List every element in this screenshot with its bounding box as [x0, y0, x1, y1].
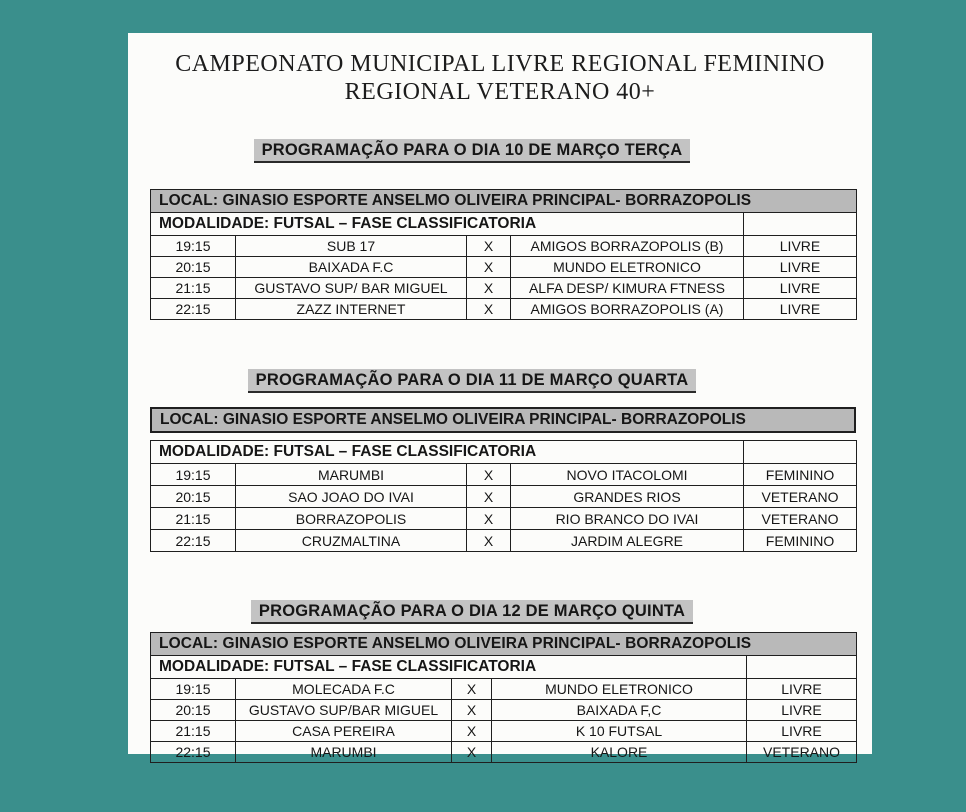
match-time: 21:15 — [151, 721, 236, 742]
empty-cell — [744, 213, 857, 236]
category: VETERANO — [744, 486, 857, 508]
section-day-10 — [128, 139, 872, 320]
match-row — [151, 236, 857, 257]
match-row — [151, 721, 857, 742]
match-time: 19:15 — [151, 679, 236, 700]
local-header: LOCAL: GINASIO ESPORTE ANSELMO OLIVEIRA PRINCIPAL- BORRAZOPOLIS — [150, 407, 856, 433]
section-day-12 — [128, 600, 872, 763]
match-row — [151, 700, 857, 721]
match-row — [151, 464, 857, 486]
team2: BAIXADA F,C — [492, 700, 747, 721]
team1: CRUZMALTINA — [236, 530, 467, 552]
match-time: 22:15 — [151, 299, 236, 320]
team2: NOVO ITACOLOMI — [511, 464, 744, 486]
modalidade-header: MODALIDADE: FUTSAL – FASE CLASSIFICATORIA — [151, 213, 744, 236]
category: LIVRE — [744, 257, 857, 278]
modalidade-header: MODALIDADE: FUTSAL – FASE CLASSIFICATORIA — [151, 656, 747, 679]
versus-mark: X — [467, 508, 511, 530]
versus-mark: X — [452, 742, 492, 763]
team1: SAO JOAO DO IVAI — [236, 486, 467, 508]
empty-cell — [747, 656, 857, 679]
match-row — [151, 278, 857, 299]
category: LIVRE — [747, 721, 857, 742]
team2: MUNDO ELETRONICO — [511, 257, 744, 278]
team1: CASA PEREIRA — [236, 721, 452, 742]
versus-mark: X — [467, 278, 511, 299]
local-header-row — [151, 633, 857, 656]
section-heading: PROGRAMAÇÃO PARA O DIA 11 DE MARÇO QUARTA — [248, 369, 697, 393]
team2: K 10 FUTSAL — [492, 721, 747, 742]
team1: GUSTAVO SUP/BAR MIGUEL — [236, 700, 452, 721]
versus-mark: X — [467, 257, 511, 278]
versus-mark: X — [452, 700, 492, 721]
match-time: 19:15 — [151, 236, 236, 257]
match-row — [151, 299, 857, 320]
category: FEMININO — [744, 530, 857, 552]
match-row — [151, 257, 857, 278]
versus-mark: X — [452, 679, 492, 700]
document-page — [128, 33, 872, 760]
schedule-table — [150, 440, 857, 552]
category: LIVRE — [747, 700, 857, 721]
match-time: 20:15 — [151, 257, 236, 278]
team1: GUSTAVO SUP/ BAR MIGUEL — [236, 278, 467, 299]
team1: SUB 17 — [236, 236, 467, 257]
match-row — [151, 486, 857, 508]
match-time: 22:15 — [151, 530, 236, 552]
versus-mark: X — [467, 236, 511, 257]
team1: MARUMBI — [236, 742, 452, 763]
match-row — [151, 742, 857, 763]
section-heading-wrap — [150, 369, 856, 393]
empty-cell — [744, 441, 857, 464]
team2: AMIGOS BORRAZOPOLIS (A) — [511, 299, 744, 320]
team1: MOLECADA F.C — [236, 679, 452, 700]
versus-mark: X — [467, 530, 511, 552]
match-time: 19:15 — [151, 464, 236, 486]
section-heading: PROGRAMAÇÃO PARA O DIA 12 DE MARÇO QUINTA — [251, 600, 693, 624]
section-day-11 — [128, 369, 872, 552]
schedule-table — [150, 189, 857, 320]
modalidade-row — [151, 441, 857, 464]
category: LIVRE — [744, 278, 857, 299]
modalidade-header: MODALIDADE: FUTSAL – FASE CLASSIFICATORIA — [151, 441, 744, 464]
match-row — [151, 508, 857, 530]
team1: BAIXADA F.C — [236, 257, 467, 278]
versus-mark: X — [452, 721, 492, 742]
local-header: LOCAL: GINASIO ESPORTE ANSELMO OLIVEIRA PRINCIPAL- BORRAZOPOLIS — [151, 633, 857, 656]
match-time: 21:15 — [151, 278, 236, 299]
section-heading-wrap — [150, 600, 856, 624]
title-line-2: REGIONAL VETERANO 40+ — [344, 79, 656, 105]
category: LIVRE — [744, 236, 857, 257]
team2: AMIGOS BORRAZOPOLIS (B) — [511, 236, 744, 257]
category: LIVRE — [744, 299, 857, 320]
document-title — [128, 50, 872, 106]
title-line-1: CAMPEONATO MUNICIPAL LIVRE REGIONAL FEMININO — [175, 51, 825, 77]
versus-mark: X — [467, 299, 511, 320]
local-header: LOCAL: GINASIO ESPORTE ANSELMO OLIVEIRA PRINCIPAL- BORRAZOPOLIS — [151, 190, 857, 213]
match-row — [151, 530, 857, 552]
modalidade-row — [151, 213, 857, 236]
category: LIVRE — [747, 679, 857, 700]
section-heading-wrap — [150, 139, 856, 163]
match-time: 22:15 — [151, 742, 236, 763]
team2: GRANDES RIOS — [511, 486, 744, 508]
schedule-table — [150, 632, 857, 763]
local-header-row — [151, 190, 857, 213]
match-time: 20:15 — [151, 700, 236, 721]
team1: MARUMBI — [236, 464, 467, 486]
category: VETERANO — [744, 508, 857, 530]
match-time: 20:15 — [151, 486, 236, 508]
category: FEMININO — [744, 464, 857, 486]
match-time: 21:15 — [151, 508, 236, 530]
team2: MUNDO ELETRONICO — [492, 679, 747, 700]
section-heading: PROGRAMAÇÃO PARA O DIA 10 DE MARÇO TERÇA — [254, 139, 691, 163]
team2: ALFA DESP/ KIMURA FTNESS — [511, 278, 744, 299]
modalidade-row — [151, 656, 857, 679]
match-row — [151, 679, 857, 700]
category: VETERANO — [747, 742, 857, 763]
team1: BORRAZOPOLIS — [236, 508, 467, 530]
team2: KALORE — [492, 742, 747, 763]
team2: JARDIM ALEGRE — [511, 530, 744, 552]
versus-mark: X — [467, 486, 511, 508]
team2: RIO BRANCO DO IVAI — [511, 508, 744, 530]
versus-mark: X — [467, 464, 511, 486]
team1: ZAZZ INTERNET — [236, 299, 467, 320]
